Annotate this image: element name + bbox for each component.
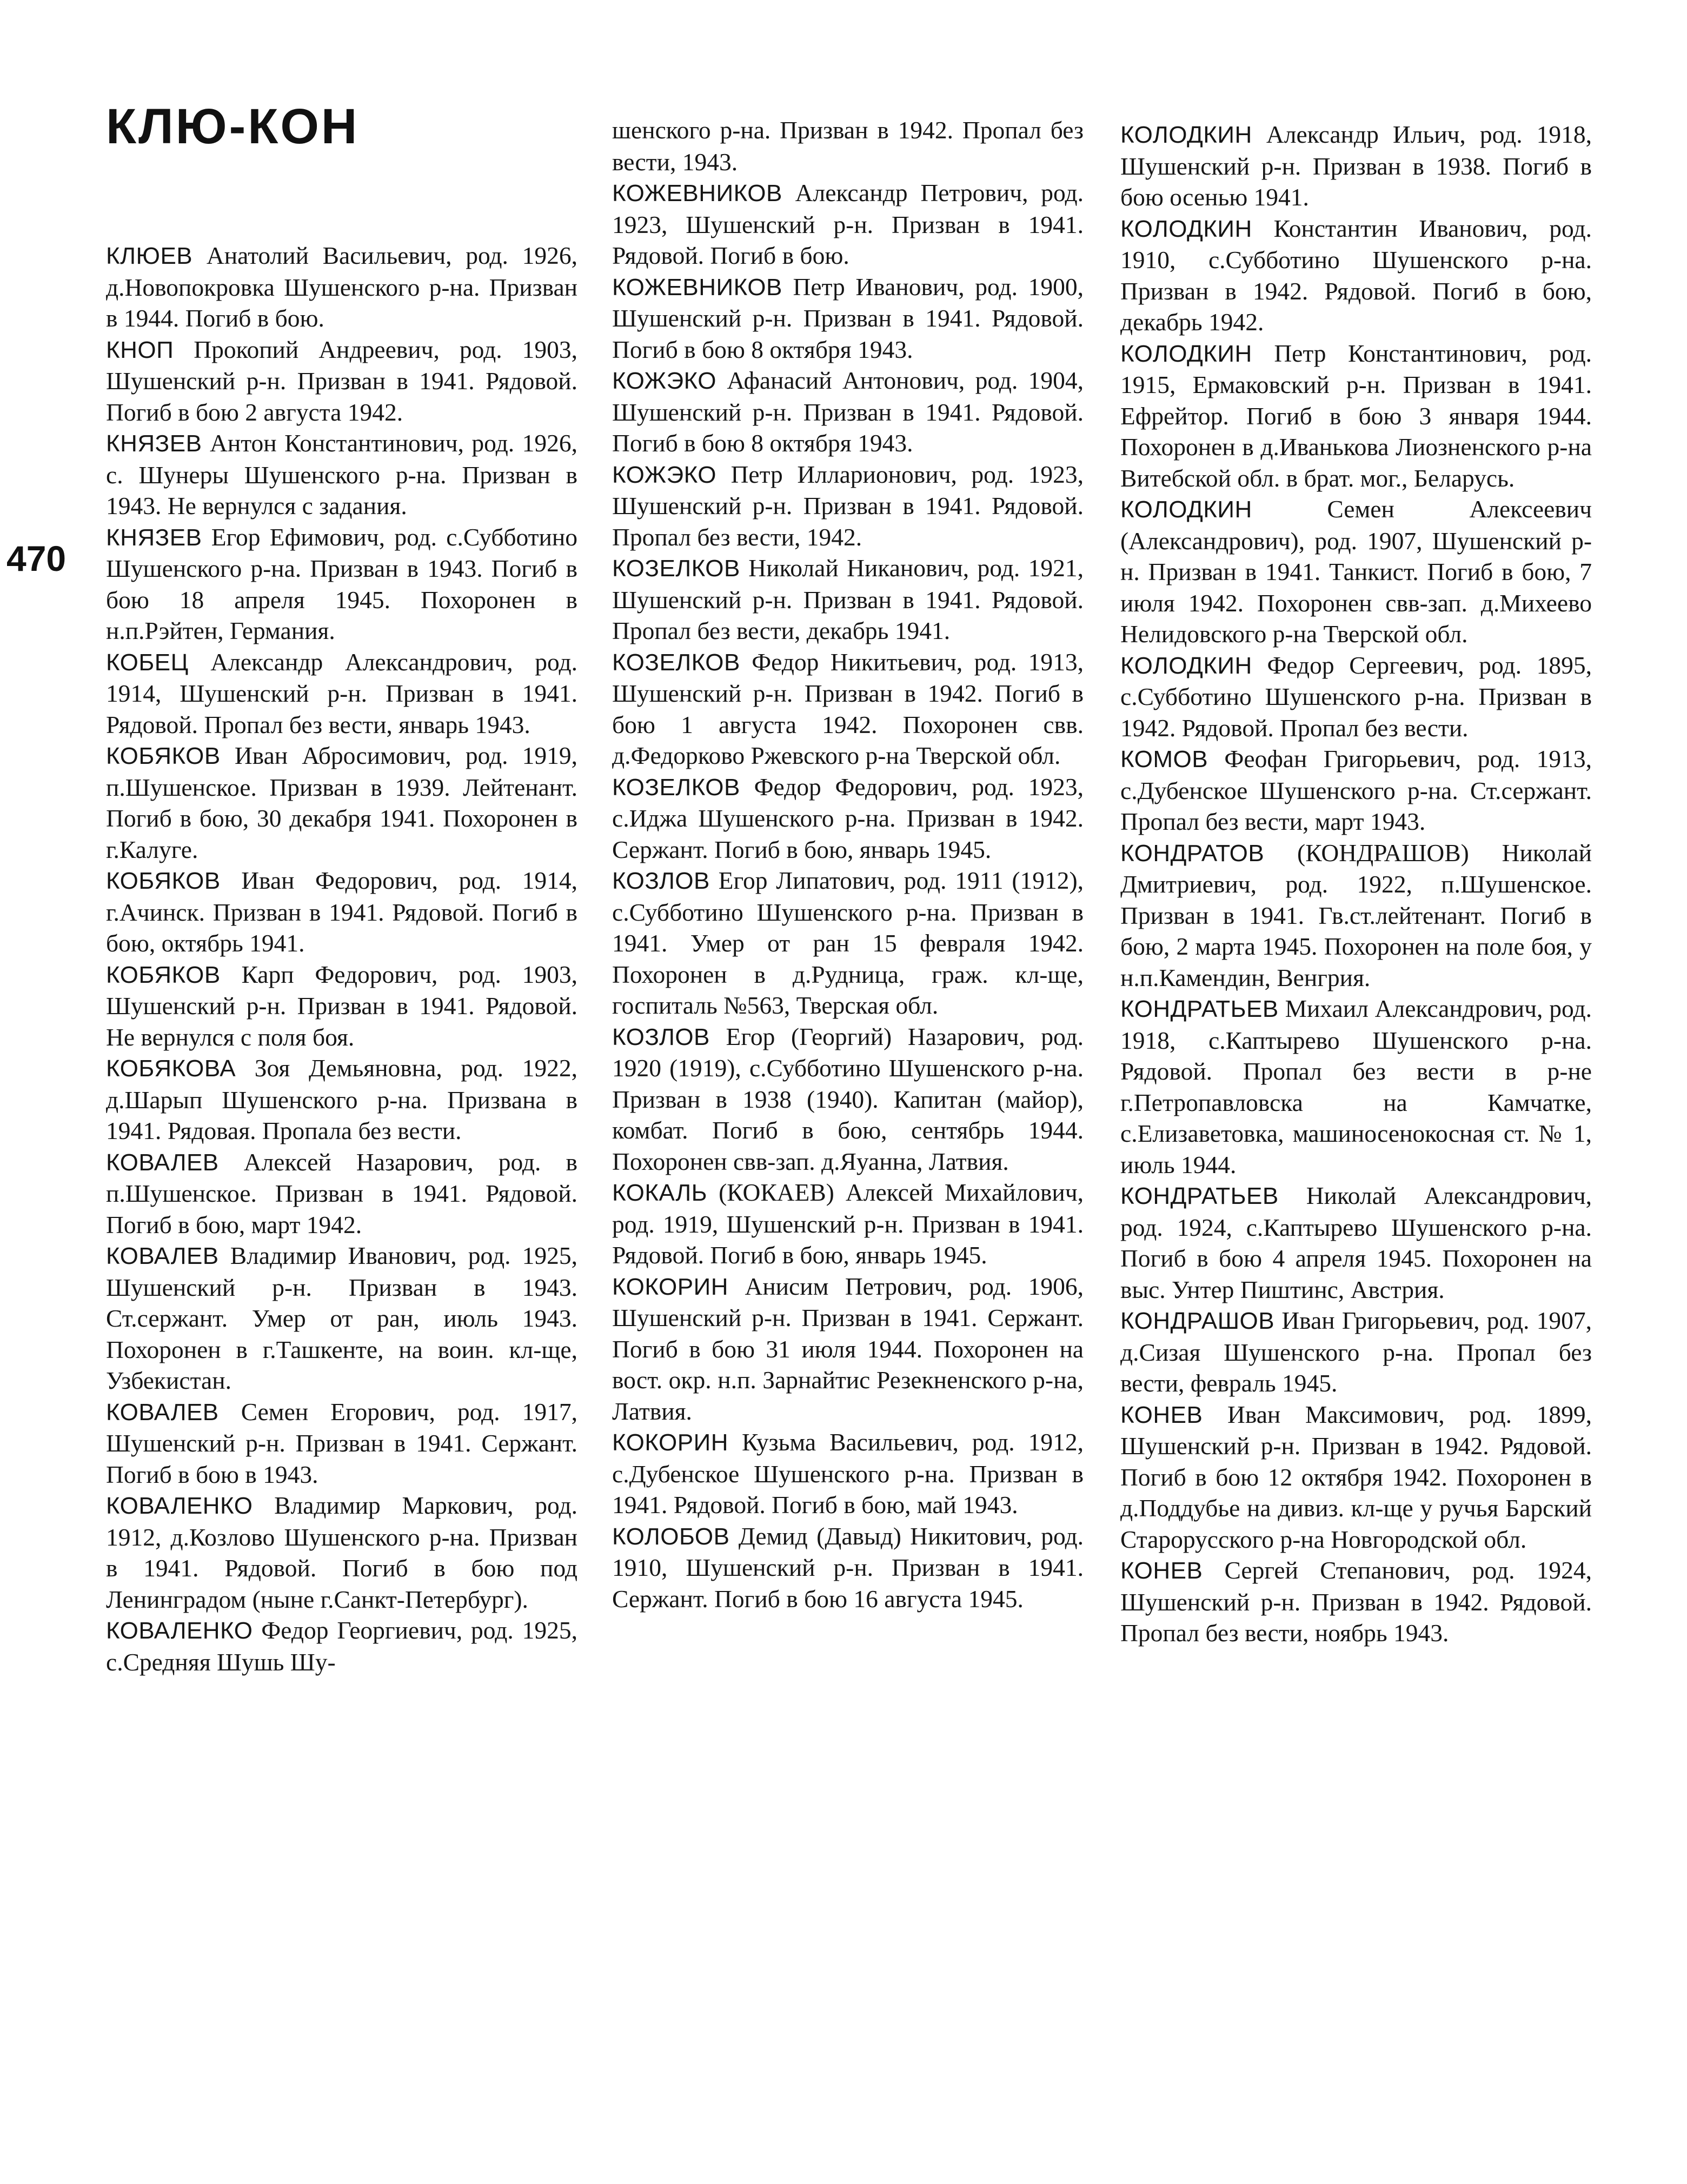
obituary-entry bbox=[612, 1521, 1084, 1615]
obituary-entry bbox=[612, 1427, 1084, 1521]
entry-surname: КНЯЗЕВ bbox=[106, 524, 202, 551]
entry-surname: КОВАЛЕВ bbox=[106, 1243, 219, 1269]
obituary-entry bbox=[1120, 1180, 1592, 1305]
obituary-entry bbox=[612, 459, 1084, 553]
entry-details: Михаил Александрович, род. 1918, с.Каптырево Шушенского р-на. Рядовой. Пропал без вести в р-не г.Петропавловска на Камчатке, с.Елизаветовка, машиносенокосная ст. № 1, июль 1944. bbox=[1120, 995, 1592, 1178]
entry-details: Демид (Давыд) Никитович, род. 1910, Шушенский р-н. Призван в 1941. Сержант. Погиб в бою 16 августа 1945. bbox=[612, 1522, 1084, 1613]
entry-details: Семен Егорович, род. 1917, Шушенский р-н. Призван в 1941. Сержант. Погиб в бою в 1943. bbox=[106, 1397, 577, 1488]
entry-surname: КОКОРИН bbox=[612, 1429, 728, 1456]
obituary-entry bbox=[1120, 993, 1592, 1180]
obituary-entry bbox=[106, 1396, 577, 1490]
entry-surname: КОБЯКОВА bbox=[106, 1055, 236, 1082]
entry-surname: КОЗЕЛКОВ bbox=[612, 649, 740, 676]
entry-details: Александр Ильич, род. 1918, Шушенский р-н. Призван в 1938. Погиб в бою осенью 1941. bbox=[1120, 121, 1592, 211]
entry-surname: КОЗЛОВ bbox=[612, 868, 710, 894]
entry-surname: КОНДРАТЬЕВ bbox=[1120, 996, 1279, 1022]
obituary-entry bbox=[106, 1147, 577, 1241]
page-header: КЛЮ-КОН bbox=[106, 99, 360, 154]
entry-surname: КНЯЗЕВ bbox=[106, 430, 202, 457]
obituary-entry bbox=[106, 1490, 577, 1615]
entry-details: Федор Федорович, род. 1923, с.Иджа Шушенского р-на. Призван в 1942. Сержант. Погиб в бою, январь 1945. bbox=[612, 773, 1084, 863]
obituary-entry bbox=[1120, 119, 1592, 213]
entry-surname: КОБЕЦ bbox=[106, 649, 189, 676]
obituary-entry bbox=[612, 271, 1084, 365]
entry-surname: КОЖЕВНИКОВ bbox=[612, 274, 782, 301]
obituary-entry bbox=[1120, 650, 1592, 744]
entry-surname: КОВАЛЕНКО bbox=[106, 1617, 253, 1644]
entry-details: Прокопий Андреевич, род. 1903, Шушенский р-н. Призван в 1941. Рядовой. Погиб в бою 2 августа 1942. bbox=[106, 335, 577, 426]
entry-surname: КОНЕВ bbox=[1120, 1401, 1203, 1428]
obituary-entry bbox=[106, 334, 577, 428]
entry-details: Федор Никитьевич, род. 1913, Шушенский р-н. Призван в 1942. Погиб в бою 1 августа 1942. Похоронен свв. д.Федорково Ржевского р-на Тверской обл. bbox=[612, 648, 1084, 769]
entry-details: Петр Константинович, род. 1915, Ермаковский р-н. Призван в 1941. Ефрейтор. Погиб в бою 3 января 1944. Похоронен в д.Иванькова Лиозненского р-на Витебской обл. в брат. мог., Беларусь. bbox=[1120, 339, 1592, 492]
entry-surname: КОЛОБОВ bbox=[612, 1523, 730, 1550]
obituary-entry bbox=[106, 959, 577, 1053]
obituary-entry bbox=[1120, 338, 1592, 494]
entry-details: Иван Григорьевич, род. 1907, д.Сизая Шушенского р-на. Пропал без вести, февраль 1945. bbox=[1120, 1307, 1592, 1397]
entry-details: Александр Александрович, род. 1914, Шушенский р-н. Призван в 1941. Рядовой. Пропал без вести, январь 1943. bbox=[106, 648, 577, 738]
entry-surname: КОКОРИН bbox=[612, 1273, 728, 1300]
obituary-entry bbox=[612, 177, 1084, 271]
entry-details: Алексей Назарович, род. в п.Шушенское. Призван в 1941. Рядовой. Погиб в бою, март 1942. bbox=[106, 1148, 577, 1239]
entry-surname: КОЖЭКО bbox=[612, 461, 717, 488]
entry-details: Федор Сергеевич, род. 1895, с.Субботино Шушенского р-на. Призван в 1942. Рядовой. Пропал без вести. bbox=[1120, 651, 1592, 742]
entry-surname: КОЗЕЛКОВ bbox=[612, 555, 740, 582]
obituary-entry bbox=[106, 522, 577, 647]
entry-surname: КОВАЛЕВ bbox=[106, 1149, 219, 1176]
obituary-entry bbox=[612, 865, 1084, 1021]
entry-details: Николай Никанович, род. 1921, Шушенский р-н. Призван в 1941. Рядовой. Пропал без вести, декабрь 1941. bbox=[612, 554, 1084, 644]
obituary-entry bbox=[106, 1053, 577, 1147]
obituary-entry bbox=[106, 740, 577, 865]
obituary-entry bbox=[106, 240, 577, 334]
obituary-entry bbox=[1120, 494, 1592, 650]
obituary-entry bbox=[612, 1177, 1084, 1271]
entry-surname: КОНДРАТЬЕВ bbox=[1120, 1183, 1279, 1209]
entry-details: Зоя Демьяновна, род. 1922, д.Шарып Шушенского р-на. Призвана в 1941. Рядовая. Пропала без вести. bbox=[106, 1054, 577, 1144]
entry-details: Кузьма Васильевич, род. 1912, с.Дубенское Шушенского р-на. Призван в 1941. Рядовой. Погиб в бою, май 1943. bbox=[612, 1428, 1084, 1519]
entry-surname: КОЗЕЛКОВ bbox=[612, 774, 740, 801]
entry-details: Афанасий Антонович, род. 1904, Шушенский р-н. Призван в 1941. Рядовой. Погиб в бою 8 октября 1943. bbox=[612, 367, 1084, 457]
entry-details: Карп Федорович, род. 1903, Шушенский р-н. Призван в 1941. Рядовой. Не вернулся с поля боя. bbox=[106, 960, 578, 1051]
entry-details: Егор Липатович, род. 1911 (1912), с.Субботино Шушенского р-на. Призван в 1941. Умер от ран 15 февраля 1942. Похоронен в д.Рудница, граж. кл-ще, госпиталь №563, Тверская обл. bbox=[612, 867, 1084, 1019]
entry-surname: КОЛОДКИН bbox=[1120, 122, 1252, 148]
obituary-entry bbox=[1120, 1305, 1592, 1399]
obituary-entry bbox=[1120, 837, 1592, 994]
entry-details: Егор (Георгий) Назарович, род. 1920 (1919), с.Субботино Шушенского р-на. Призван в 1938 (1940). Капитан (майор), комбат. Погиб в бою, сентябрь 1944. Похоронен свв-зап. д.Яуанна, Латвия. bbox=[612, 1022, 1084, 1175]
column-2 bbox=[612, 115, 1084, 1614]
entry-details: Феофан Григорьевич, род. 1913, с.Дубенское Шушенского р-на. Ст.сержант. Пропал без вести, март 1943. bbox=[1120, 745, 1592, 835]
obituary-entry bbox=[106, 865, 577, 959]
entry-surname: КОНЕВ bbox=[1120, 1557, 1203, 1584]
entry-details: Владимир Маркович, род. 1912, д.Козлово Шушенского р-на. Призван в 1941. Рядовой. Погиб в бою под Ленинградом (ныне г.Санкт-Петербург). bbox=[106, 1491, 577, 1613]
column-1 bbox=[106, 240, 577, 1677]
entry-details: Петр Иванович, род. 1900, Шушенский р-н. Призван в 1941. Рядовой. Погиб в бою 8 октября 1943. bbox=[612, 272, 1084, 363]
entry-surname: КОЛОДКИН bbox=[1120, 496, 1252, 523]
entry-details: Анисим Петрович, род. 1906, Шушенский р-н. Призван в 1941. Сержант. Погиб в бою 31 июля 1944. Похоронен на вост. окр. н.п. Зарнайтис Резекненского р-на, Латвия. bbox=[612, 1272, 1084, 1425]
entry-details: Николай Александрович, род. 1924, с.Каптырево Шушенского р-на. Погиб в бою 4 апреля 1945. Похоронен на выс. Унтер Пиштинс, Австрия. bbox=[1120, 1182, 1592, 1303]
entry-surname: КОБЯКОВ bbox=[106, 743, 221, 769]
obituary-entry bbox=[106, 1240, 577, 1396]
entry-surname: КОЛОДКИН bbox=[1120, 652, 1252, 679]
entry-surname: КЛЮЕВ bbox=[106, 243, 193, 269]
obituary-entry bbox=[106, 1615, 577, 1677]
entry-details: Анатолий Васильевич, род. 1926, д.Новопокровка Шушенского р-на. Призван в 1944. Погиб в бою. bbox=[106, 242, 577, 332]
entry-surname: КОВАЛЕНКО bbox=[106, 1493, 253, 1519]
obituary-entry bbox=[106, 647, 577, 741]
entry-details: Константин Иванович, род. 1910, с.Субботино Шушенского р-на. Призван в 1942. Рядовой. Погиб в бою, декабрь 1942. bbox=[1120, 214, 1592, 336]
entry-surname: КОЖЭКО bbox=[612, 368, 717, 394]
entry-details: (КОКАЕВ) Алексей Михайлович, род. 1919, Шушенский р-н. Призван в 1941. Рядовой. Погиб в бою, январь 1945. bbox=[612, 1178, 1084, 1269]
entry-surname: КОМОВ bbox=[1120, 746, 1208, 773]
entry-details: Федор Георгиевич, род. 1925, с.Средняя Шушь Шу- bbox=[106, 1616, 577, 1676]
entry-details: Иван Федорович, род. 1914, г.Ачинск. Призван в 1941. Рядовой. Погиб в бою, октябрь 1941. bbox=[106, 867, 577, 957]
entry-details: Егор Ефимович, род. с.Субботино Шушенского р-на. Призван в 1943. Погиб в бою 18 апреля 1945. Похоронен в н.п.Рэйтен, Германия. bbox=[106, 523, 578, 644]
entry-details: Сергей Степанович, род. 1924, Шушенский р-н. Призван в 1942. Рядовой. Пропал без вести, ноябрь 1943. bbox=[1120, 1556, 1592, 1647]
obituary-entry bbox=[1120, 743, 1592, 837]
entry-surname: КОКАЛЬ bbox=[612, 1180, 708, 1206]
entry-surname: КОЗЛОВ bbox=[612, 1023, 710, 1050]
page-number: 470 bbox=[6, 538, 67, 578]
entry-surname: КНОП bbox=[106, 336, 174, 363]
entry-details: Александр Петрович, род. 1923, Шушенский р-н. Призван в 1941. Рядовой. Погиб в бою. bbox=[612, 179, 1084, 269]
obituary-entry bbox=[612, 1271, 1084, 1427]
entry-surname: КОЛОДКИН bbox=[1120, 215, 1252, 242]
entry-details: Иван Максимович, род. 1899, Шушенский р-н. Призван в 1942. Рядовой. Погиб в бою 12 октября 1942. Похоронен в д.Поддубье на дивиз. кл-ще у ручья Барский Старорусского р-на Новгородской обл. bbox=[1120, 1400, 1592, 1553]
entry-details: Владимир Иванович, род. 1925, Шушенский р-н. Призван в 1943. Ст.сержант. Умер от ран, июль 1943. Похоронен в г.Ташкенте, на воин. кл-ще, Узбекистан. bbox=[106, 1242, 577, 1394]
entry-details: Семен Алексеевич (Александрович), род. 1907, Шушенский р-н. Призван в 1941. Танкист. Погиб в бою, 7 июля 1942. Похоронен свв-зап. д.Михеево Нелидовского р-на Тверской обл. bbox=[1120, 495, 1592, 648]
obituary-entry bbox=[612, 365, 1084, 459]
obituary-entry bbox=[1120, 1555, 1592, 1649]
entry-surname: КОБЯКОВ bbox=[106, 961, 221, 988]
entry-details: Антон Константинович, род. 1926, с. Шунеры Шушенского р-на. Призван в 1943. Не вернулся с задания. bbox=[106, 429, 578, 520]
obituary-entry bbox=[612, 771, 1084, 865]
obituary-entry bbox=[1120, 1399, 1592, 1555]
entry-surname: КОЛОДКИН bbox=[1120, 340, 1252, 367]
entry-surname: КОЖЕВНИКОВ bbox=[612, 180, 782, 207]
entry-surname: КОНДРАТОВ bbox=[1120, 840, 1265, 867]
obituary-entry bbox=[612, 115, 1084, 177]
obituary-entry bbox=[612, 552, 1084, 647]
obituary-entry bbox=[612, 647, 1084, 771]
entry-details: Иван Абросимович, род. 1919, п.Шушенское. Призван в 1939. Лейтенант. Погиб в бою, 30 декабря 1941. Похоронен в г.Калуге. bbox=[106, 742, 577, 863]
obituary-entry bbox=[106, 428, 577, 522]
entry-details: шенского р-на. Призван в 1942. Пропал без вести, 1943. bbox=[612, 116, 1084, 176]
column-3 bbox=[1120, 119, 1592, 1649]
entry-details: Петр Илларионович, род. 1923, Шушенский р-н. Призван в 1941. Рядовой. Пропал без вести, 1942. bbox=[612, 460, 1084, 551]
obituary-entry bbox=[612, 1021, 1084, 1177]
entry-surname: КОВАЛЕВ bbox=[106, 1399, 219, 1426]
obituary-entry bbox=[1120, 213, 1592, 338]
entry-surname: КОНДРАШОВ bbox=[1120, 1308, 1275, 1334]
entry-details: (КОНДРАШОВ) Николай Дмитриевич, род. 1922, п.Шушенское. Призван в 1941. Гв.ст.лейтенант. Погиб в бою, 2 марта 1945. Похоронен на поле боя, у н.п.Камендин, Венгрия. bbox=[1120, 838, 1592, 991]
entry-surname: КОБЯКОВ bbox=[106, 868, 221, 894]
